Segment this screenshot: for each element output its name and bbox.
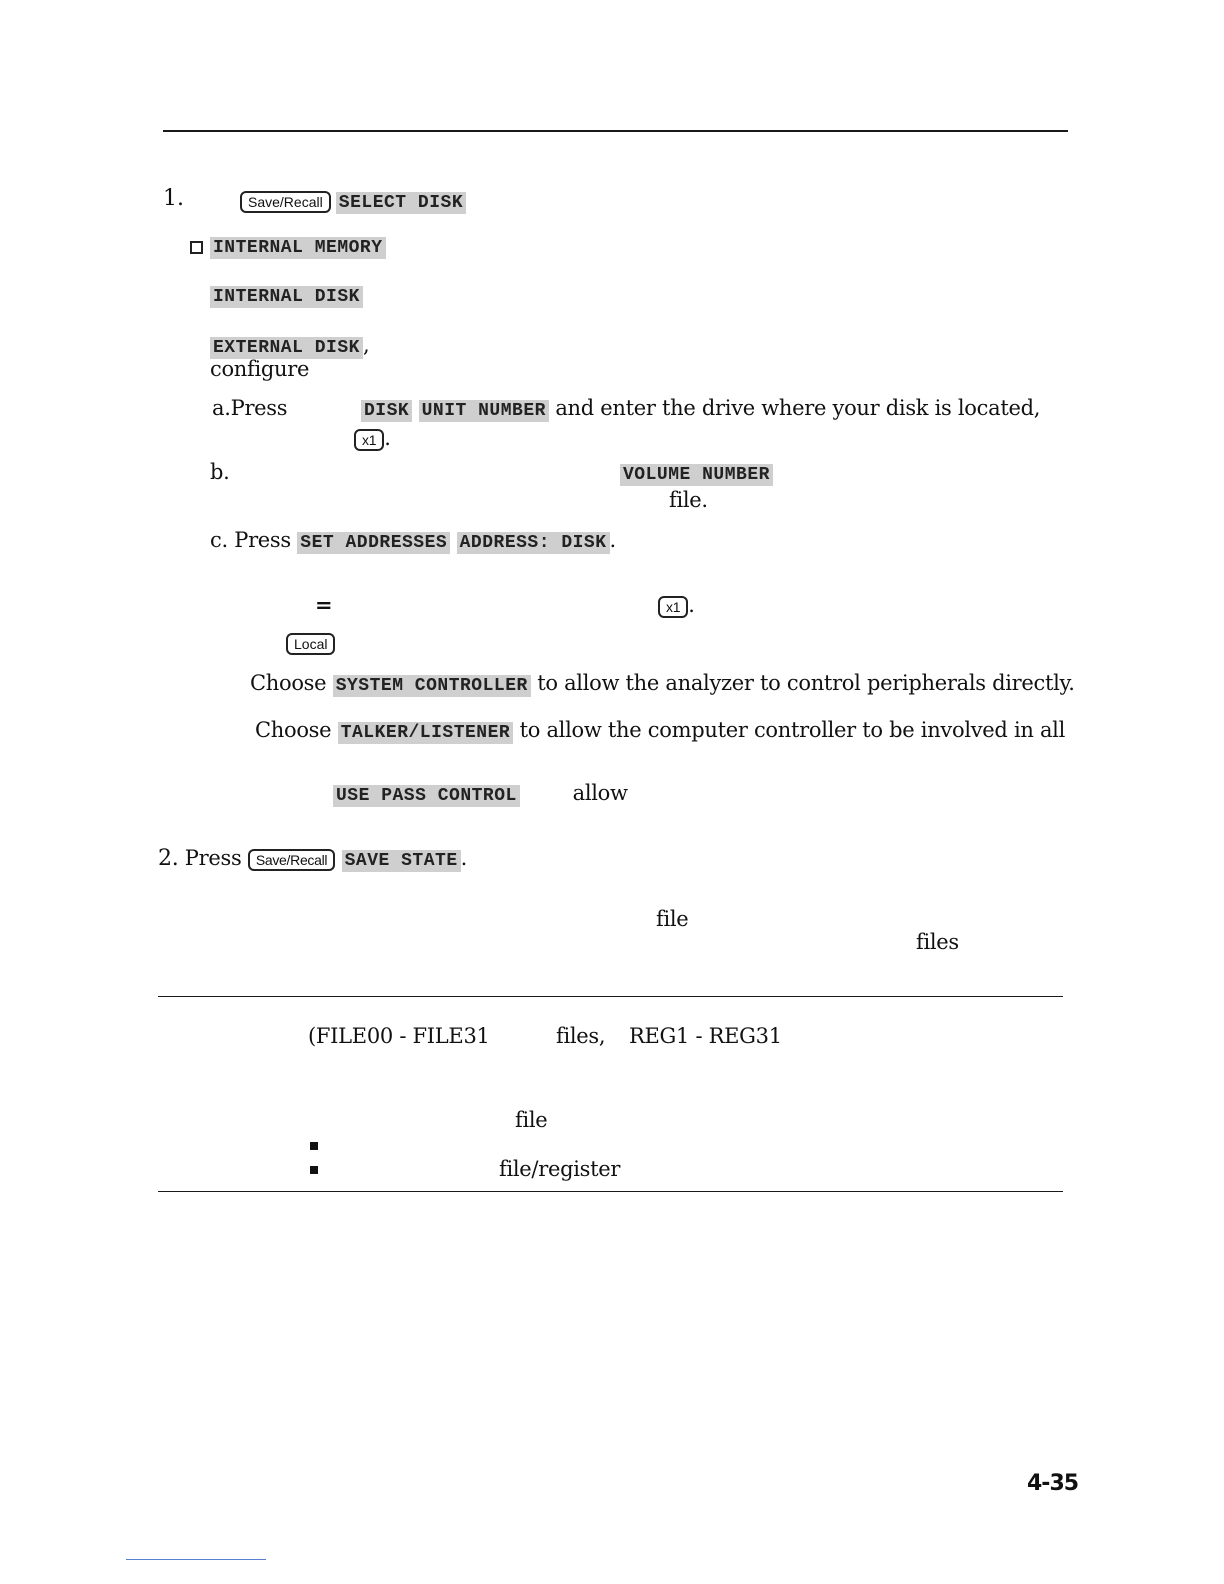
substep-a-keys: [361, 396, 1040, 421]
substep-b-file: file.: [669, 488, 708, 512]
choose-text: Choose: [255, 718, 332, 742]
disk-softkey[interactable]: DISK: [361, 400, 412, 422]
step-number: 2.: [158, 846, 179, 871]
substep-letter: a.: [212, 396, 231, 420]
body-files-word: files: [916, 930, 959, 954]
period: .: [384, 426, 391, 450]
internal-memory-softkey[interactable]: INTERNAL MEMORY: [210, 237, 386, 259]
step1-key-row: [240, 191, 466, 213]
substep-a-text: and enter the drive where your disk is located,: [555, 396, 1041, 420]
volume-number-softkey[interactable]: VOLUME NUMBER: [620, 464, 773, 486]
checkbox-icon: [190, 241, 203, 254]
pass-control-text: allow: [572, 781, 628, 805]
unit-number-softkey[interactable]: UNIT NUMBER: [419, 400, 549, 422]
pass-control-line: [333, 781, 628, 806]
address-disk-softkey[interactable]: ADDRESS: DISK: [457, 532, 610, 554]
system-controller-softkey[interactable]: SYSTEM CONTROLLER: [333, 675, 531, 697]
external-disk-option: [210, 333, 369, 358]
local-key[interactable]: Local: [286, 633, 335, 655]
footer-link-line: [126, 1559, 266, 1560]
period: .: [609, 528, 616, 552]
body-file-word: file: [656, 907, 689, 931]
internal-disk-option: [210, 286, 363, 307]
internal-disk-softkey[interactable]: INTERNAL DISK: [210, 286, 363, 308]
talker-listener-softkey[interactable]: TALKER/LISTENER: [338, 722, 514, 744]
period: .: [688, 593, 695, 617]
system-controller-text: to allow the analyzer to control peripherals directly.: [537, 671, 1075, 695]
substep-b-letter: b.: [210, 460, 230, 484]
substep-letter: c.: [210, 528, 228, 552]
x1-key[interactable]: x1: [354, 429, 384, 451]
press-text: Press: [184, 846, 242, 870]
external-disk-softkey[interactable]: EXTERNAL DISK: [210, 337, 363, 359]
save-recall-key[interactable]: Save/Recall: [240, 191, 331, 213]
save-state-softkey[interactable]: SAVE STATE: [342, 850, 461, 872]
x1-row: [658, 593, 695, 618]
save-recall-key[interactable]: Save/Recall: [248, 849, 335, 871]
note-top-rule: [158, 996, 1063, 997]
talker-listener-line: [255, 718, 1065, 743]
substep-c: [210, 528, 616, 553]
internal-memory-option: [210, 237, 386, 258]
substep-a: [212, 396, 287, 420]
note-bottom-rule: [158, 1191, 1063, 1192]
step-2: [158, 846, 467, 871]
note-reg-range: REG1 - REG31: [629, 1024, 782, 1048]
system-controller-line: [250, 671, 1075, 696]
note-file-register: file/register: [499, 1157, 621, 1181]
talker-listener-text: to allow the computer controller to be involved in all: [519, 718, 1066, 742]
note-file-range: (FILE00 - FILE31: [308, 1024, 490, 1048]
substep-a-x1-row: [354, 426, 391, 451]
note-file-word: file: [515, 1108, 548, 1132]
step-number: 1.: [163, 186, 184, 211]
set-addresses-softkey[interactable]: SET ADDRESSES: [297, 532, 450, 554]
select-disk-softkey[interactable]: SELECT DISK: [336, 192, 466, 214]
x1-key[interactable]: x1: [658, 596, 688, 618]
choose-text: Choose: [250, 671, 327, 695]
configure-text: configure: [210, 357, 310, 381]
equals-mark: =: [315, 592, 333, 617]
press-text: Press: [230, 396, 288, 420]
use-pass-control-softkey[interactable]: USE PASS CONTROL: [333, 785, 520, 807]
local-row: [286, 633, 335, 655]
bullet-icon: [310, 1166, 318, 1174]
bullet-icon: [310, 1142, 318, 1150]
press-text: Press: [234, 528, 291, 552]
period: .: [460, 846, 468, 870]
header-rule: [163, 130, 1068, 132]
page-number: 4-35: [1027, 1471, 1079, 1496]
volume-number-row: [620, 464, 773, 485]
external-disk-suffix: ,: [362, 333, 370, 357]
note-files-comma: files,: [556, 1024, 606, 1048]
